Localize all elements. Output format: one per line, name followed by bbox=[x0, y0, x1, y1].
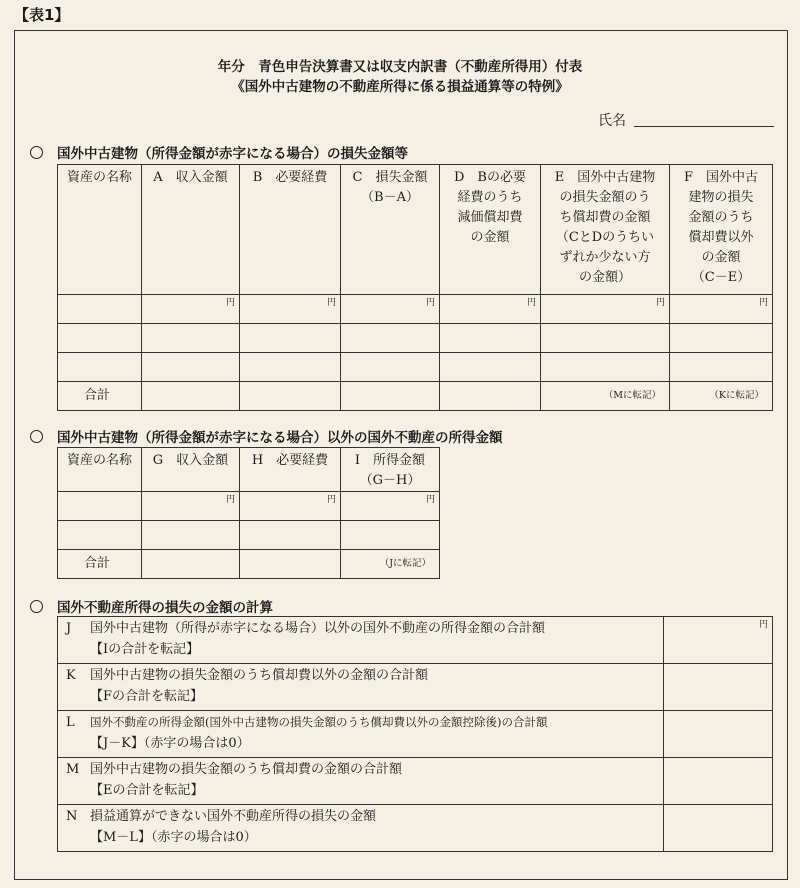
form-subtitle: 《国外中古建物の不動産所得に係る損益通算等の特例》 bbox=[231, 79, 569, 95]
loss-calculation-table bbox=[57, 616, 773, 852]
calc-row-m-amount[interactable] bbox=[664, 758, 773, 805]
table-row bbox=[58, 324, 773, 353]
cell-input[interactable]: 円 bbox=[142, 492, 240, 521]
cell-input[interactable]: 円 bbox=[341, 492, 440, 521]
income-amount-table bbox=[57, 447, 440, 579]
col-header-a: A 収入金額 bbox=[142, 165, 240, 295]
col-header-d: D Bの必要 経費のうち 減価償却費 の金額 bbox=[440, 165, 541, 295]
cell-input[interactable] bbox=[240, 521, 341, 550]
name-field-line[interactable] bbox=[634, 126, 774, 127]
col-header-f: F 国外中古 建物の損失 金額のうち 償却費以外 の金額 （C－E） bbox=[670, 165, 773, 295]
cell-input[interactable] bbox=[142, 521, 240, 550]
section2-heading: 国外中古建物（所得金額が赤字になる場合）以外の国外不動産の所得金額 bbox=[30, 426, 503, 446]
table-row bbox=[58, 353, 773, 382]
cell-input[interactable] bbox=[142, 353, 240, 382]
col-header-asset-name: 資産の名称 bbox=[58, 448, 142, 492]
col-header-b: B 必要経費 bbox=[240, 165, 341, 295]
figure-label: 【表1】 bbox=[14, 6, 70, 24]
cell-input[interactable] bbox=[142, 382, 240, 411]
total-row bbox=[58, 382, 773, 411]
calc-row-j-label: J 国外中古建物（所得が赤字になる場合）以外の国外不動産の所得金額の合計額 【Iの合計を転記】 bbox=[58, 617, 664, 664]
cell-input[interactable]: 円 bbox=[670, 295, 773, 324]
calc-row-n-amount[interactable] bbox=[664, 805, 773, 852]
cell-input[interactable] bbox=[58, 492, 142, 521]
cell-input[interactable] bbox=[341, 324, 440, 353]
calc-row-k bbox=[58, 664, 773, 711]
cell-input[interactable] bbox=[341, 382, 440, 411]
calc-row-j-amount[interactable]: 円 bbox=[664, 617, 773, 664]
cell-input[interactable]: 円 bbox=[240, 295, 341, 324]
calc-row-l-label: L 国外不動産の所得金額(国外中古建物の損失金額のうち償却費以外の金額控除後)の合計額 【J－K】（赤字の場合は0） bbox=[58, 711, 664, 758]
cell-input[interactable] bbox=[142, 324, 240, 353]
total-label: 合計 bbox=[58, 382, 142, 411]
col-header-e: E 国外中古建物 の損失金額のう ち償却費の金額 （CとDのうちい ずれか少ない方 の金額） bbox=[541, 165, 670, 295]
transfer-note-f: （Kに転記） bbox=[670, 382, 773, 411]
cell-input[interactable] bbox=[240, 353, 341, 382]
table-header-row bbox=[58, 165, 773, 295]
calc-row-k-label: K 国外中古建物の損失金額のうち償却費以外の金額の合計額 【Fの合計を転記】 bbox=[58, 664, 664, 711]
cell-input[interactable] bbox=[541, 324, 670, 353]
calc-row-m bbox=[58, 758, 773, 805]
table-row bbox=[58, 492, 440, 521]
cell-input[interactable] bbox=[58, 521, 142, 550]
cell-input[interactable]: 円 bbox=[240, 492, 341, 521]
cell-input[interactable] bbox=[440, 382, 541, 411]
cell-input[interactable] bbox=[670, 353, 773, 382]
col-header-asset-name: 資産の名称 bbox=[58, 165, 142, 295]
table-header-row bbox=[58, 448, 440, 492]
cell-input[interactable] bbox=[58, 324, 142, 353]
col-header-c: C 損失金額 （B－A） bbox=[341, 165, 440, 295]
cell-input[interactable] bbox=[58, 353, 142, 382]
calc-row-k-amount[interactable] bbox=[664, 664, 773, 711]
transfer-note-e: （Mに転記） bbox=[541, 382, 670, 411]
calc-row-n-label: N 損益通算ができない国外不動産所得の損失の金額 【M－L】（赤字の場合は0） bbox=[58, 805, 664, 852]
cell-input[interactable]: 円 bbox=[440, 295, 541, 324]
cell-input[interactable] bbox=[670, 324, 773, 353]
total-label: 合計 bbox=[58, 550, 142, 579]
cell-input[interactable] bbox=[58, 295, 142, 324]
section3-heading: 国外不動産所得の損失の金額の計算 bbox=[30, 596, 273, 616]
calc-row-l bbox=[58, 711, 773, 758]
cell-input[interactable] bbox=[142, 550, 240, 579]
calc-row-l-amount[interactable] bbox=[664, 711, 773, 758]
total-row bbox=[58, 550, 440, 579]
circle-bullet-icon bbox=[30, 430, 43, 443]
section1-heading: 国外中古建物（所得金額が赤字になる場合）の損失金額等 bbox=[30, 142, 408, 162]
cell-input[interactable] bbox=[240, 550, 341, 579]
calc-row-m-label: M 国外中古建物の損失金額のうち償却費の金額の合計額 【Eの合計を転記】 bbox=[58, 758, 664, 805]
circle-bullet-icon bbox=[30, 146, 43, 159]
cell-input[interactable]: 円 bbox=[341, 295, 440, 324]
name-label: 氏名 bbox=[598, 113, 626, 129]
loss-amount-table bbox=[57, 164, 773, 411]
cell-input[interactable] bbox=[240, 324, 341, 353]
cell-input[interactable]: 円 bbox=[142, 295, 240, 324]
cell-input[interactable] bbox=[541, 353, 670, 382]
circle-bullet-icon bbox=[30, 600, 43, 613]
cell-input[interactable]: 円 bbox=[541, 295, 670, 324]
cell-input[interactable] bbox=[440, 353, 541, 382]
cell-input[interactable] bbox=[341, 521, 440, 550]
calc-row-j bbox=[58, 617, 773, 664]
cell-input[interactable] bbox=[240, 382, 341, 411]
col-header-h: H 必要経費 bbox=[240, 448, 341, 492]
calc-row-n bbox=[58, 805, 773, 852]
col-header-i: I 所得金額 （G－H） bbox=[341, 448, 440, 492]
cell-input[interactable] bbox=[341, 353, 440, 382]
cell-input[interactable] bbox=[440, 324, 541, 353]
table-row bbox=[58, 295, 773, 324]
form-title: 年分 青色申告決算書又は収支内訳書（不動産所得用）付表 bbox=[217, 59, 583, 75]
transfer-note-i: （Jに転記） bbox=[341, 550, 440, 579]
table-row bbox=[58, 521, 440, 550]
col-header-g: G 収入金額 bbox=[142, 448, 240, 492]
